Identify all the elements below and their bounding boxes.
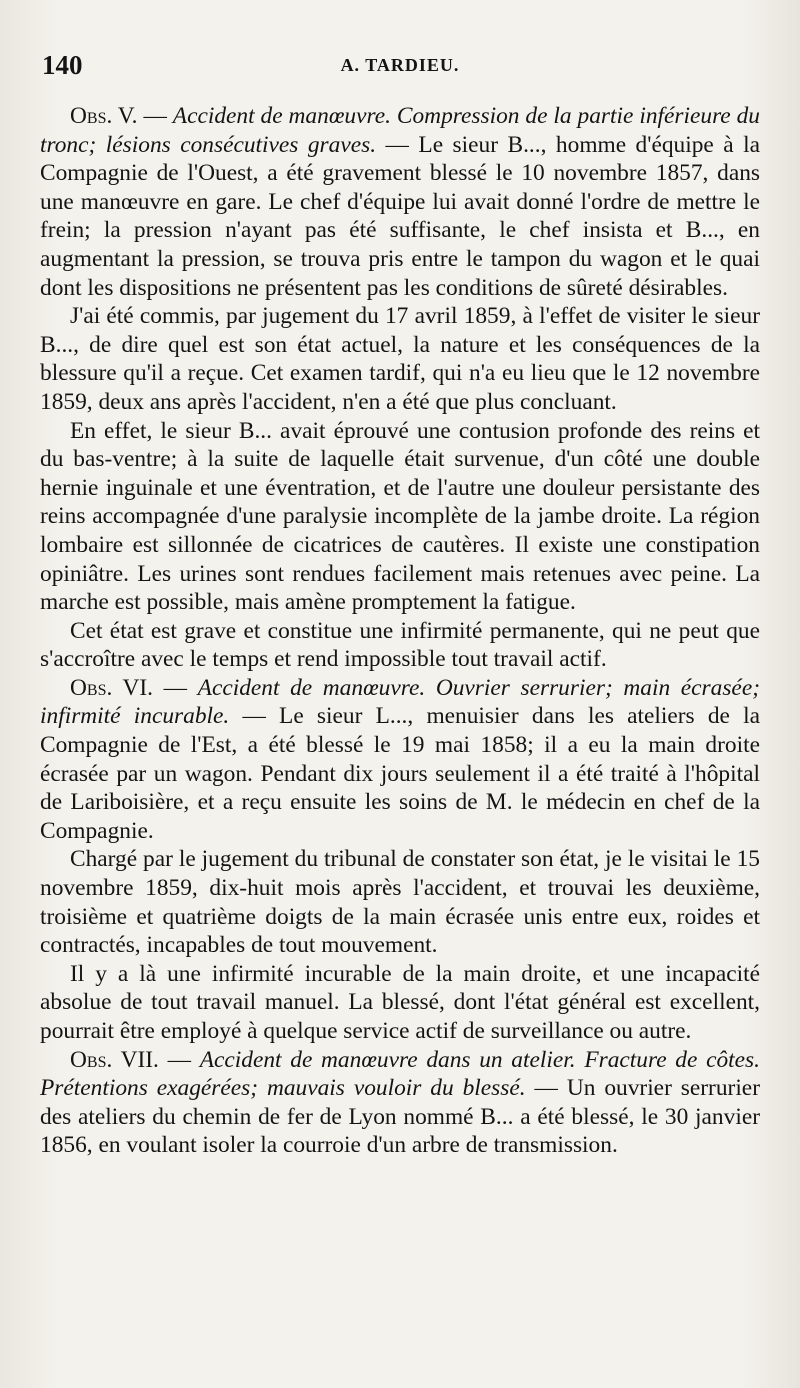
obs5-text: — Le sieur B..., homme d'équipe à la Compagnie de l'Ouest, a été gravement blessé le 10 novembre 1857, dans une manœuvre en gare. Le chef d'équipe lui avait donné l'ordre de mettre le frein; la pression n'ayant pas été suffisante, le chef insista et B..., en augmentant la pression, se trouva pris entre le tampon du wagon et le quai dont les dispositions ne présentent pas les conditions de sûreté désirables. bbox=[40, 131, 761, 301]
obs7-dash: — bbox=[158, 1046, 200, 1073]
obs6-paragraph bbox=[40, 674, 760, 846]
obs5-paragraph-3: En effet, le sieur B... avait éprouvé une contusion profonde des reins et du bas-ventre; à la suite de laquelle était survenue, d'un côté une double hernie inguinale et une éventration, et de l'autre une douleur persistante des reins accompagnée d'une paralysie incomplète de la jambe droite. La région lombaire est sillonnée de cicatrices de cautères. Il existe une constipation opiniâtre. Les urines sont rendues facilement mais retenues avec peine. La marche est possible, mais amène promptement la fatigue. bbox=[40, 417, 760, 616]
obs6-paragraph-2: Chargé par le jugement du tribunal de constater son état, je le visitai le 15 novembre 1859, dix-huit mois après l'accident, et trouvai les deuxième, troisième et quatrième doigts de la main écrasée unis entre eux, roides et contractés, incapables de tout mouvement. bbox=[40, 846, 760, 959]
obs5-paragraph bbox=[40, 102, 760, 302]
obs6-label: Obs. VI. bbox=[70, 674, 154, 701]
obs6-text: — Le sieur L..., menuisier dans les ateliers de la Compagnie de l'Est, a été blessé le 19 mai 1858; il a eu la main droite écrasée par un wagon. Pendant dix jours seulement il a été traité à l'hôpital de Lariboisière, et a reçu ensuite les soins de M. le médecin en chef de la Compagnie. bbox=[40, 703, 761, 844]
running-head bbox=[40, 50, 760, 92]
obs7-text: — Un ouvrier serrurier des ateliers du chemin de fer de Lyon nommé B... a été blessé, le 30 janvier 1856, en voulant isoler la courroie d'un arbre de transmission. bbox=[40, 1075, 760, 1159]
obs6-dash: — bbox=[153, 674, 198, 701]
body-text bbox=[40, 102, 760, 1160]
obs5-dash: — bbox=[137, 103, 173, 129]
obs7-paragraph bbox=[40, 1046, 760, 1160]
obs7-label: Obs. VII. bbox=[70, 1046, 159, 1073]
obs6-paragraph-3: Il y a là une infirmité incurable de la main droite, et une incapacité absolue de tout travail manuel. La blessé, dont l'état général est excellent, pourrait être employé à quelque service actif de surveillance ou autre. bbox=[40, 960, 760, 1044]
obs7-title: Accident de manœuvre dans un atelier. Fracture de côtes. Prétentions exagérées; mauvais vouloir du blessé. bbox=[40, 1046, 760, 1102]
obs5-title: Accident de manœuvre. Compression de la partie inférieure du tronc; lésions consécutives graves. bbox=[40, 103, 761, 158]
running-head-author: A. TARDIEU. bbox=[340, 55, 460, 75]
page-number: 140 bbox=[42, 50, 83, 80]
obs5-paragraph-4: Cet état est grave et constitue une infirmité permanente, qui ne peut que s'accroître avec le temps et rend impossible tout travail actif. bbox=[40, 617, 760, 673]
obs6-title: Accident de manœuvre. Ouvrier serrurier; main écrasée; infirmité incurable. bbox=[40, 674, 760, 730]
obs5-paragraph-2: J'ai été commis, par jugement du 17 avril 1859, à l'effet de visiter le sieur B..., de dire quel est son état actuel, la nature et les conséquences de la blessure qu'il a reçue. Cet examen tardif, qui n'a eu lieu que le 12 novembre 1859, deux ans après l'accident, n'en a été que plus concluant. bbox=[40, 303, 760, 415]
obs5-label: Obs. V. bbox=[70, 103, 138, 129]
